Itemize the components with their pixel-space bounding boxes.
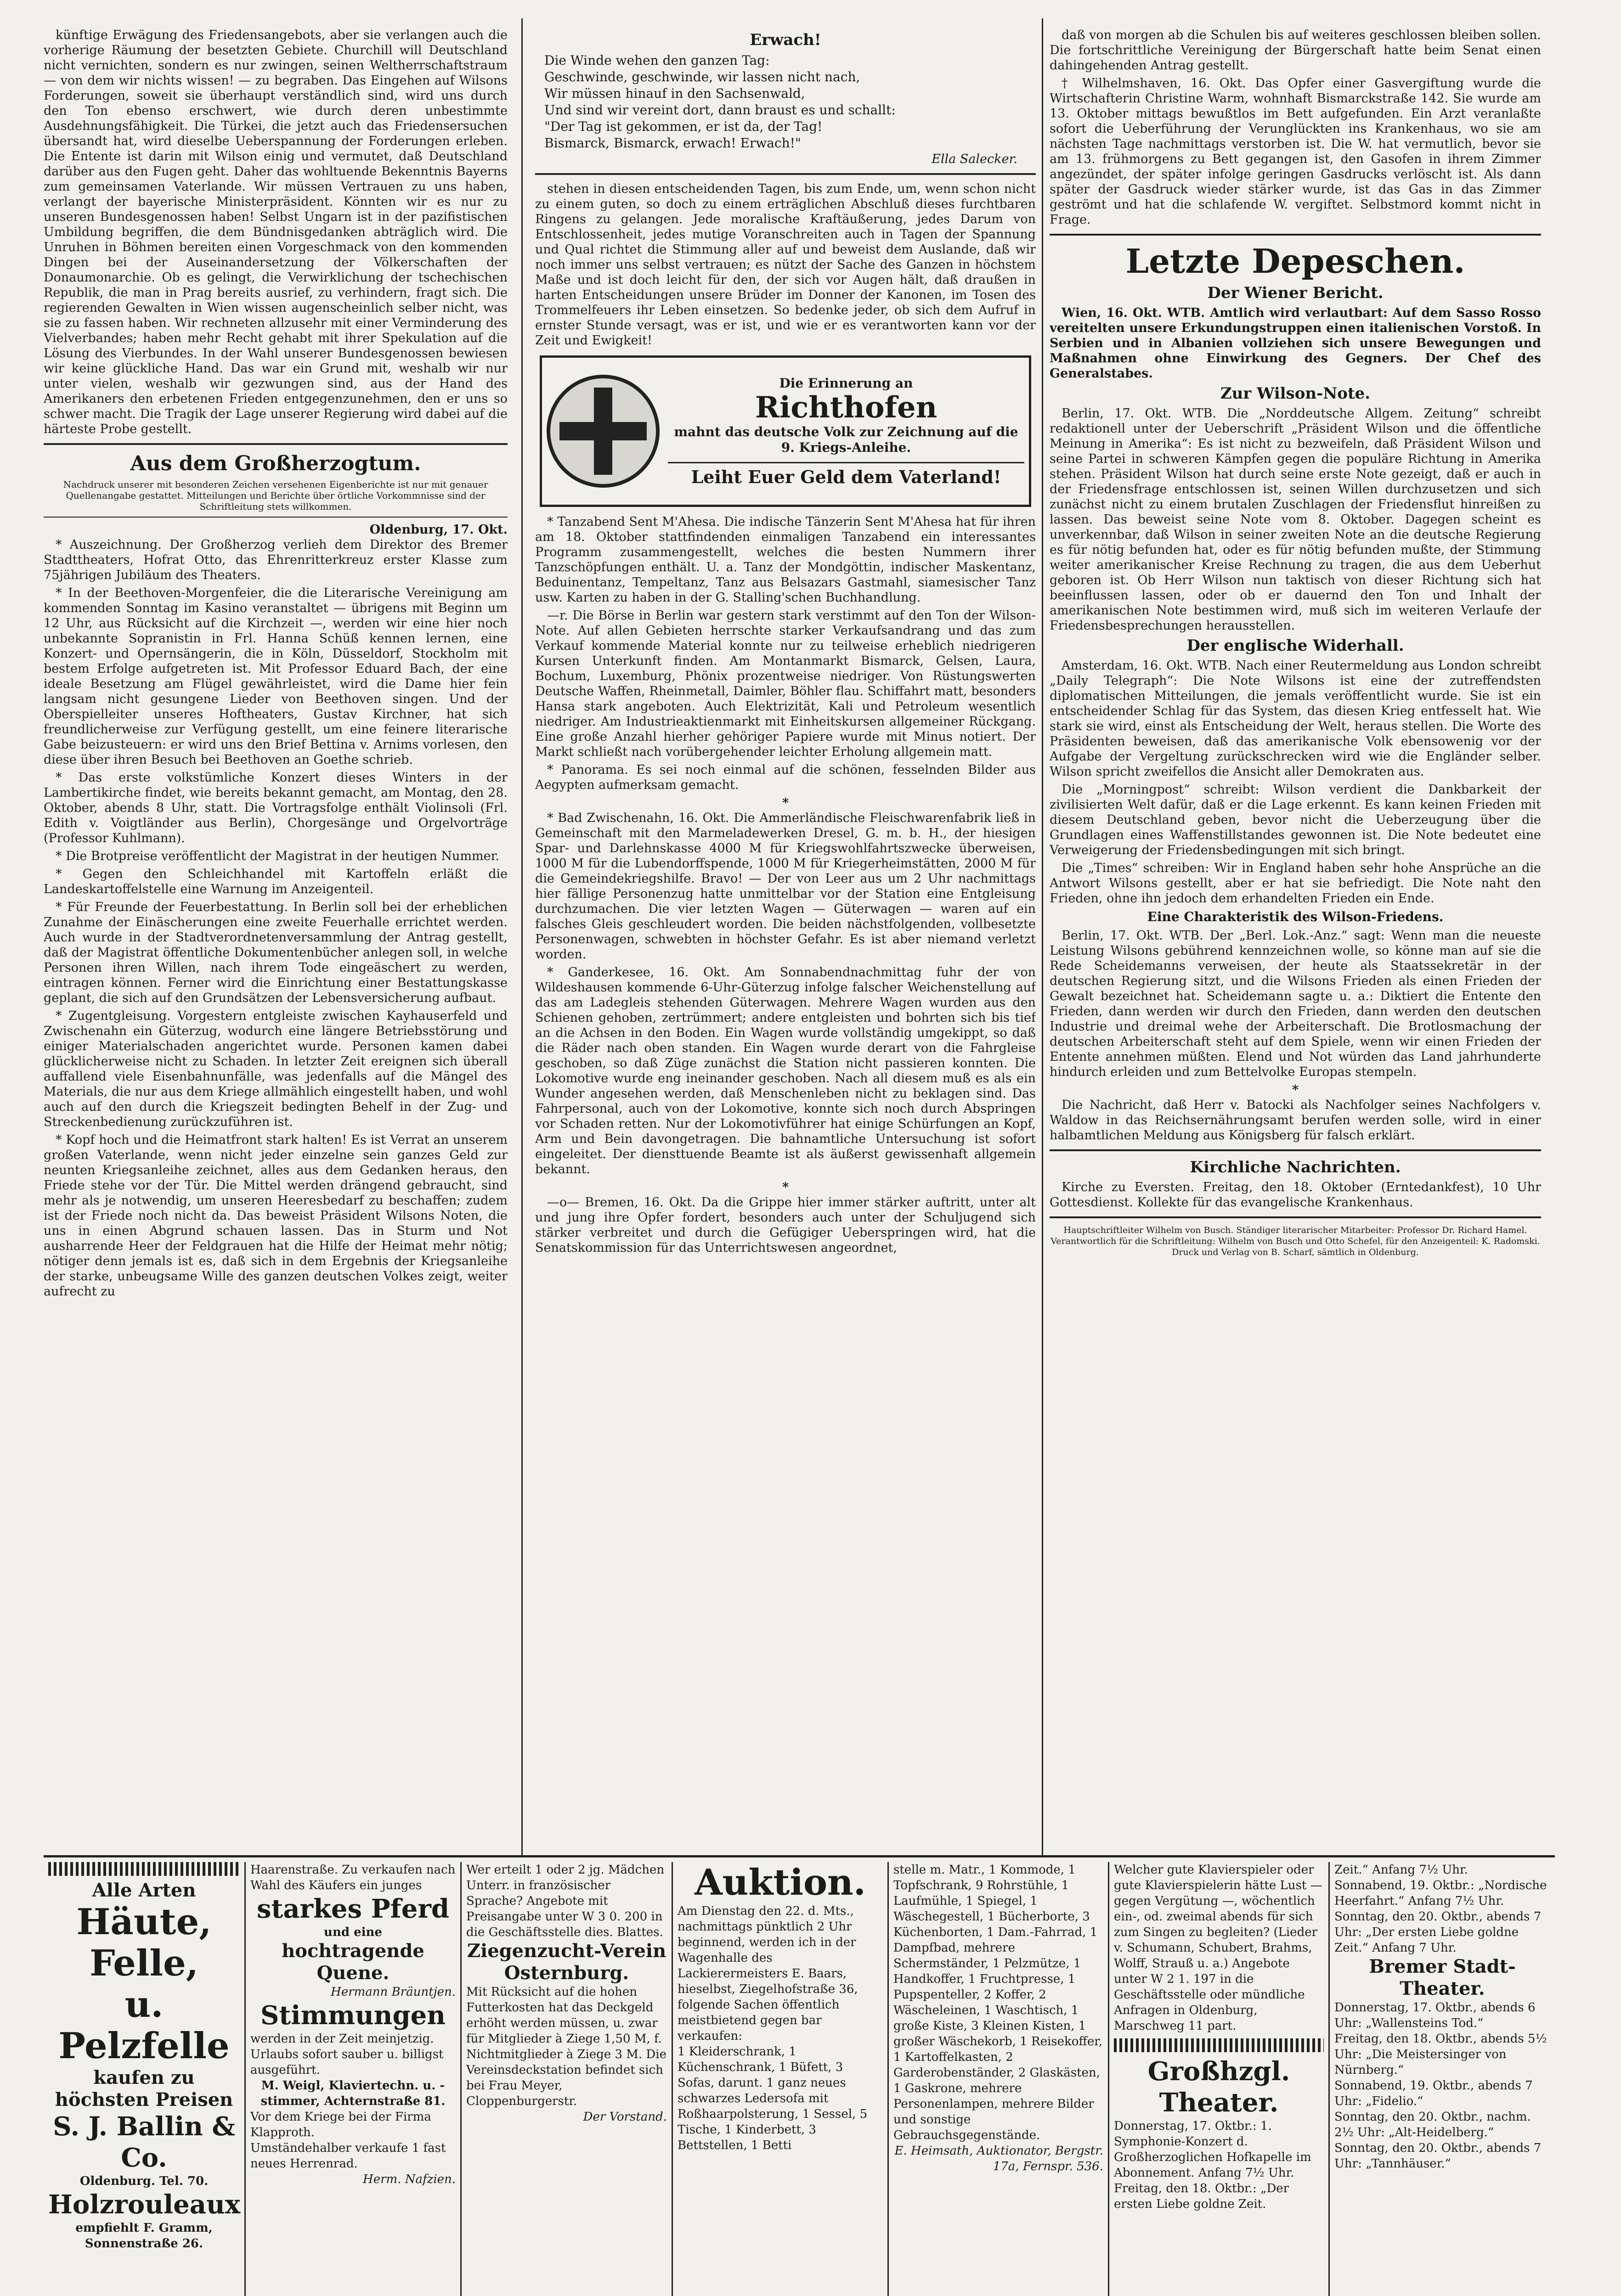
column-rule <box>521 18 523 1855</box>
richthofen-advertisement <box>540 355 1031 507</box>
divider <box>535 173 1036 175</box>
ad-line: Herm. Nafzien. <box>363 2172 456 2186</box>
article-continuation: daß von morgen ab die Schulen bis auf weiteres geschlossen bleiben sollen. Die fortschrittliche Vereinigung der Bürgerschaft hatte beim Senat einen dahingehenden Antrag gestellt. <box>1050 28 1541 73</box>
ad-line: empfiehlt F. Gramm, Sonnenstraße 26. <box>75 2221 213 2251</box>
ad-line: Zeit.“ Anfang 7½ Uhr. <box>1334 1863 1468 1877</box>
ad-line: werden in der Zeit meinjetzig. Urlaubs sofort sauber u. billigst ausgeführt. <box>250 2032 444 2077</box>
news-item: * Für Freunde der Feuerbestattung. In Berlin soll bei der erheblichen Zunahme der Einäscherungen eine zweite Feuerhalle errichtet werden. Auch wurde in der Stadtverordnetenversammlung der Antrag gestellt, daß der Magistrat öffentliche Dokumentenbücher anlegen soll, in welche Personen ihren Willen, nach ihrem Tode eingeäschert zu werden, eintragen können. Ferner wird die Einrichtung einer Bestattungskasse geplant, die sich auf den Grundsätzen der Lebensversicherung aufbaut. <box>44 900 508 1005</box>
ad-line: Ziegenzucht-Verein <box>467 1940 666 1962</box>
column-right <box>1050 28 1541 1846</box>
ad-line: Umständehalber verkaufe 1 fast neues Herrenrad. <box>250 2141 446 2171</box>
divider <box>1050 1216 1541 1218</box>
poem-line: Und sind wir vereint dort, dann braust es und schallt: <box>544 102 896 118</box>
ad-line: Großhzgl. Theater. <box>1147 2056 1290 2118</box>
ad-line: Sonntag, den 20. Oktbr., nachm. 2½ Uhr: „Alt-Heidelberg.“ <box>1334 2110 1531 2139</box>
ad-line: Vor dem Kriege bei der Firma Klapproth. <box>250 2110 431 2139</box>
news-item: Die „Morningpost“ schreibt: Wilson verdient die Dankbarkeit der zivilisierten Welt dafür, daß er die Lage erkennt. Es kann keinen Frieden mit diesem Deutschland geben, bevor nicht die Ueberzeugung über die Grundlagen eines Waffenstillstandes gewonnen ist. Die Note bedeutet eine Verweigerung der Friedensbedingungen mit sich bringt. <box>1050 782 1541 857</box>
news-item: Die Nachricht, daß Herr v. Batocki als Nachfolger seines Nachfolgers v. Waldow in das Reichsernährungsamt berufen werden solle, wird in einer halbamtlichen Meldung aus Königsberg für falsch erklärt. <box>1050 1098 1541 1142</box>
article-continuation: stehen in diesen entscheidenden Tagen, bis zum Ende, um, wenn schon nicht zu einem guten, so doch zu einem erträglichen Abschluß dieses furchtbaren Ringens zu gelangen. Jede moralische Kraftäußerung, jedes Darum von Entschlossenheit, jedes mutige Voranschreiten auch in Tagen der Spannung und Qual richtet die Stimmung aller auf und beweist dem Auslande, daß wir noch immer uns selbst vertrauen; es nützt der Sache des Ganzen in höchstem Maße und ist doch leicht für den, der sich vor Augen hält, daß draußen in harten Entscheidungen unsere Brüder im Donner der Kanonen, im Tosen des Trommelfeuers ihr Leben einsetzen. So bedenke jeder, ob sich dem Aufruf in ernster Stunde versagt, was er ist, und wie er es verantworten kann vor der Zeit und Ewigkeit! <box>535 182 1036 348</box>
divider <box>44 443 508 445</box>
ad-line: hochtragende Quene. <box>282 1940 424 1984</box>
news-item: * Das erste volkstümliche Konzert dieses Winters in der Lambertikirche findet, wie bereits bekannt gemacht, am Montag, den 28. Oktober, abends 8 Uhr, statt. Die Vortragsfolge enthält Violinsoli (Frl. Edith v. Voigtländer aus Berlin), Chorgesänge und Orgelvorträge (Professor Kuhlmann). <box>44 771 508 845</box>
poem-line: "Der Tag ist gekommen, er ist da, der Tag! <box>544 119 823 134</box>
news-item: Berlin, 17. Okt. WTB. Der „Berl. Lok.-Anz.“ sagt: Wenn man die neueste Leistung Wilsons gebührend kennzeichnen wolle, so könne man auf sie die Rede Scheidemanns verweisen, der heute als Staatssekretär in der deutschen Regierung sitzt, und die Wilsons Frieden als einen Frieden der Gewalt bezeichnet hat. Scheidemann sagte u. a.: Diktiert die Entente den Frieden, dann werden wir durch den Frieden, dann werden den deutschen Industrie und dreimal wehe der Arbeiterschaft. Die Brotlosmachung der deutschen Arbeiterschaft steht auf dem Spiele, wenn wir einen Frieden der Entente annehmen müßten. Elend und Not würden das Land jahrhunderte hindurch erleiden und zum Bettelvolke Europas stempeln. <box>1050 929 1541 1079</box>
poem-line: Bismarck, Bismarck, erwach! Erwach!" <box>544 135 801 151</box>
ad-line: Freitag, den 18. Oktbr.: „Der ersten Liebe goldne Zeit. <box>1114 2182 1289 2211</box>
ad-line: Sonntag, den 20. Oktbr., abends 7 Uhr: „Tannhäuser.“ <box>1334 2141 1542 2171</box>
ad-line: u. Pelzfelle <box>58 1984 230 2067</box>
ad-line: starkes Pferd <box>256 1894 450 1924</box>
ad-goat-breeding <box>462 1862 673 2296</box>
advertisement-band <box>44 1855 1555 2296</box>
news-item: * Zugentgleisung. Vorgestern entgleiste zwischen Kayhauserfeld und Zwischenahn ein Güterzug, wodurch eine längere Betriebsstörung und einiger Materialschaden angerichtet wurde. Personen kamen dabei glücklicherweise nicht zu Schaden. In letzter Zeit ereignen sich überall auffallend viele Eisenbahnunfälle, was jedenfalls auf die Mängel des Materials, die nur aus dem Kriege allmählich eingestellt haben, und wohl auch auf den durch die Kriegszeit bedingten Behelf in der Zug- und Streckenbedienung zurückzuführen ist. <box>44 1009 508 1129</box>
news-item: —o— Bremen, 16. Okt. Da die Grippe hier immer stärker auftritt, unter alt und jung ihre Opfer fordert, besonders auch unter der Schuljugend sich stärker verbreitet und durch die Gefügiger Ueberspringen wird, hat die Senatskommission für das Unterrichtswesen angeordnet, <box>535 1195 1036 1255</box>
separator-star: * <box>1292 1083 1299 1097</box>
column-middle <box>535 28 1036 1846</box>
ad-line: Wer erteilt 1 oder 2 jg. Mädchen Unterr. in französischer Sprache? Angebote mit Preisangabe unter W 3 0. 200 in die Geschäftsstelle dies. Blattes. <box>466 1863 665 1939</box>
poem-title: Erwach! <box>750 31 821 49</box>
subheading: Eine Charakteristik des Wilson-Friedens. <box>1147 909 1444 924</box>
separator-star: * <box>782 796 789 810</box>
ad-line: Sonnabend, 19. Oktbr.: „Nordische Heerfahrt.“ Anfang 7½ Uhr. <box>1334 1879 1547 1908</box>
ad-line: Holzrouleaux <box>48 2189 241 2220</box>
news-item: * In der Beethoven-Morgenfeier, die die Literarische Vereinigung am kommenden Sonntag im Kasino veranstaltet — übrigens mit Beginn um 12 Uhr, aus Rücksicht auf die Kirchzeit —, werden wir eine hier noch unbekannte Sopranistin in Frl. Hanna Schüß kennen lernen, eine Konzert- und Opernsängerin, die in Köln, Düsseldorf, Stockholm mit bestem Erfolge aufgetreten ist. Mit Professor Eduard Bach, der eine ideale Besetzung am Flügel gewährleistet, wird die Dame hier fein langsam nicht gesungene Lieder von Beethoven singen. Und der Oberspielleiter unseres Hoftheaters, Gustav Kirchner, hat sich freundlicherweise zur Verfügung gestellt, um eine feinere literarische Gabe beizusteuern: er wird uns den Brief Bettina v. Arnims vorlesen, den diese über ihren Besuch bei Beethoven an Goethe schrieb. <box>44 586 508 767</box>
ad-line: Häute, Felle, <box>76 1901 212 1984</box>
dateline: Oldenburg, 17. Okt. <box>369 523 508 537</box>
divider <box>1050 234 1541 236</box>
ad-top-line: Die Erinnerung an <box>779 375 913 391</box>
news-item: * Kopf hoch und die Heimatfront stark halten! Es ist Verrat an unserem großen Vaterlande, wenn nicht jeder einzelne sein ganzes Geld zur neunten Kriegsanleihe zeichnet, alles aus dem Gedanken heraus, den Friede stehe vor der Tür. Die Mittel werden drängend gebraucht, sind mehr als je notwendig, um unseren Heeresbedarf zu beschaffen; zudem ist der Friede noch nicht da. Das beweist Präsident Wilsons Noten, die uns in einen Abgrund schauen lassen. Das in Sturm und Not ausharrende Heer der Feldgrauen hat die Hilfe der Heimat mehr nötig; nötiger denn jemals ist es, daß sich in dem Ergebnis der Kriegsanleihe der starke, unbeugsame Wille des ganzen deutschen Volkes zeigt, weiter aufrecht zu <box>44 1133 508 1299</box>
ad-auction <box>673 1862 889 2296</box>
subheading: Der englische Widerhall. <box>1186 636 1404 655</box>
ad-piano-and-theater <box>1109 1862 1330 2296</box>
iron-cross-emblem <box>547 375 660 488</box>
ad-line: stelle m. Matr., 1 Kommode, 1 Topfschrank, 9 Rohrstühle, 1 Laufmühle, 1 Spiegel, 1 Wäschegestell, 1 Bücherborte, 3 Küchenborten, 1 Dam.-Fahrrad, 1 Dampfbad, mehrere Schermständer, 1 Pelzmütze, 1 Handkoffer, 1 Fruchtpresse, 1 Pupspenteller, 2 Koffer, 2 Wäscheleinen, 1 Waschtisch, 1 große Kiste, 3 Kleinen Kisten, 1 großer Wäschekorb, 1 Reisekoffer, 1 Kartoffelkasten, 2 Garderobenständer, 2 Glaskästen, 1 Gaskrone, mehrere Personenlampen, mehrere Bilder und sonstige Gebrauchsgegenstände. <box>893 1863 1103 2142</box>
ad-slogan: Leiht Euer Geld dem Vaterland! <box>668 462 1024 487</box>
ad-line: Oldenburg. Tel. 70. <box>79 2174 209 2188</box>
ad-subline: mahnt das deutsche Volk zur Zeichnung auf die 9. Kriegs-Anleihe. <box>674 424 1018 455</box>
news-item: * Panorama. Es sei noch einmal auf die schönen, fesselnden Bilder aus Aegypten aufmerksam gemacht. <box>535 763 1036 792</box>
news-item: * Die Brotpreise veröffentlicht der Magistrat in der heutigen Nummer. <box>56 849 500 863</box>
poem-line: Wir müssen hinauf in den Sachsenwald, <box>544 86 805 101</box>
section-title: Letzte Depeschen. <box>1125 242 1465 281</box>
news-item: * Auszeichnung. Der Großherzog verlieh dem Direktor des Bremer Stadttheaters, Hofrat Otto, das Ehrenritterkreuz erster Klasse zum 75jährigen Jubiläum des Theaters. <box>44 538 508 582</box>
ad-horse-and-tuning <box>246 1862 462 2296</box>
ad-line: M. Weigl, Klaviertechn. u. -stimmer, Achternstraße 81. <box>260 2079 446 2108</box>
imprint: Hauptschriftleiter Wilhelm von Busch. Ständiger literarischer Mitarbeiter: Professor Dr. Richard Hamel. Verantwortlich für die Schriftleitung: Wilhelm von Busch und Otto Schefel, für den Anzeigenteil: K. Radomski. Druck und Verlag von B. Scharf, sämtlich in Oldenburg. <box>1051 1225 1540 1257</box>
ad-line: Donnerstag, 17. Oktbr.: 1. Symphonie-Konzert d. Großherzoglichen Hofkapelle im Abonnement. Anfang 7½ Uhr. <box>1114 2119 1311 2180</box>
section-title: Kirchliche Nachrichten. <box>1190 1158 1401 1176</box>
ad-pelts <box>44 1862 246 2296</box>
ad-line: Sonntag, den 20. Oktbr., abends 7 Uhr: „Der ersten Liebe goldne Zeit.“ Anfang 7 Uhr. <box>1334 1910 1542 1955</box>
ad-line: Osternburg. <box>504 1962 629 1984</box>
column-left <box>44 28 508 1846</box>
ad-line: 1 Kleiderschrank, 1 Küchenschrank, 1 Büfett, 3 Sofas, darunt. 1 ganz neues schwarzes Ledersofa mit Roßhaarpolsterung, 1 Sessel, 5 Tische, 1 Kinderbett, 3 Bettstellen, 1 Betti <box>678 2045 868 2152</box>
ad-line: Welcher gute Klavierspieler oder gute Klavierspielerin hätte Lust — gegen Vergütung —, wöchentlich ein-, od. zweimal abends für sich zum Singen zu begleiten? (Lieder v. Schumann, Schubert, Brahms, Wolff, Strauß u. a.) Angebote unter W 2 1. 197 in die Geschäftsstelle oder mündliche Anfragen in Oldenburg, Marschweg 11 part. <box>1114 1863 1322 2033</box>
ad-line: Alle Arten <box>92 1880 196 1901</box>
richthofen-ad-text <box>668 376 1024 487</box>
ad-auction-continued <box>889 1862 1109 2296</box>
poem <box>544 52 1027 152</box>
news-item: Berlin, 17. Okt. WTB. Die „Norddeutsche Allgem. Zeitung“ schreibt redaktionell unter der Ueberschrift „Präsident Wilson und die öffentliche Meinung in Amerika“: Es ist nicht zu bezweifeln, daß Präsident Wilson und seine Partei in schweren Kämpfen gegen die populäre Richtung in Amerika stehen. Präsident Wilson hat durch seine erste Note gezeigt, daß er auch in der Friedensfrage entschlossen ist, seinen Willen durchzusetzen und sich zunächst nicht zu einem brutalen Zuschlagen der Friedensflut hinreißen zu lassen. Das beweist seine Note vom 8. Oktober. Dagegen scheint es unverkennbar, daß Wilson in seiner zweiten Note an die deutsche Regierung es für nötig befunden hat, oder es für nötig befunden mußte, der Stimmung weiter amerikanischer Kreise Rechnung zu tragen, die aus dem Ueberhut geboren ist. Ob Herr Wilson nun taktisch von dieser Richtung sich hat beeinflussen lassen, oder ob er dauernd den Ton und Inhalt der amerikanischen Note bestimmen wird, muß sich im weiteren Verlaufe der Friedensbesprechungen herausstellen. <box>1050 406 1541 633</box>
ad-line: Bremer Stadt-Theater. <box>1369 1956 1516 1999</box>
news-item: —r. Die Börse in Berlin war gestern stark verstimmt auf den Ton der Wilson-Note. Auf allen Gebieten herrschte starker Verkaufsandrang und das zum Verkauf kommende Material konnte nur zu teilweise erheblich niedrigeren Kursen Unterkunft finden. Am Montanmarkt Bismarck, Gelsen, Laura, Bochum, Luxemburg, Phönix prozentweise niedriger. Von Rüstungswerten Deutsche Waffen, Rheinmetall, Daimler, Böhler flau. Schiffahrt matt, besonders Hansa stark angeboten. Auch Elektrizität, Kali und Petroleum wesentlich niedriger. Am Industrieaktienmarkt mit Einheitskursen allgemeiner Rückgang. Eine große Anzahl hierher gehöriger Papiere wurde mit Minus notiert. Der Markt schließt nach vorübergehender leichter Erholung allgemein matt. <box>535 608 1036 759</box>
ad-line: und eine <box>324 1925 382 1939</box>
ad-line: Haarenstraße. Zu verkaufen nach Wahl des Käufers ein junges <box>250 1863 456 1892</box>
news-item: † Wilhelmshaven, 16. Okt. Das Opfer einer Gasvergiftung wurde die Wirtschafterin Christine Warm, wohnhaft Bismarckstraße 142. Sie wurde am 13. Oktober mittags bewußtlos im Bett aufgefunden. Ein Arzt veranlaßte sofort die Ueberführung der Verunglückten ins Krankenhaus, wo sie am nächsten Tage nachmittags verstorben ist. Die W. hat vermutlich, bevor sie am 13. frühmorgens zu Bett gegangen ist, den Gasofen in ihrem Zimmer angezündet, der später infolge geringen Gasdrucks verlöscht ist. Als dann später der Gasdruck wieder stärker wurde, ist das Gas in das Zimmer geströmt und hat die schlafende W. vergiftet. Selbstmord kommt nicht in Frage. <box>1050 76 1541 227</box>
ad-bremen-theater <box>1330 1862 1555 2296</box>
column-rule <box>1042 18 1043 1855</box>
news-item: Amsterdam, 16. Okt. WTB. Nach einer Reutermeldung aus London schreibt „Daily Telegraph“: Die Note Wilsons ist eine der zutreffendsten diplomatischen Mitteilungen, die jemals veröffentlicht wurde. Sie ist ein entscheidender Schlag für das System, das diesen Krieg entfesselt hat. Wie stark sie wird, einst als Entscheidung der Welt, heraus stellen. Die Worte des Präsidenten beweisen, daß das amerikanische Volk ebensowenig vor der Aufgabe der Vergeltung zurückschrecken wird wie die Engländer selber. Wilson spricht zweifellos die Ansicht aller Demokraten aus. <box>1050 658 1541 779</box>
ad-line: Stimmungen <box>260 2000 446 2031</box>
ad-line: Donnerstag, 17. Oktbr., abends 6 Uhr: „Wallensteins Tod.“ <box>1334 2001 1536 2030</box>
news-item: Die „Times“ schreiben: Wir in England haben sehr hohe Ansprüche an die Antwort Wilsons gestellt, aber er hat sie befriedigt. Die Note naht den Frieden, ohne ihn jedoch dem erhandelten Frieden ein Ende. <box>1050 861 1541 906</box>
separator-star: * <box>782 1180 789 1194</box>
article-continuation: künftige Erwägung des Friedensangebots, aber sie verlangen auch die vorherige Räumung der besetzten Gebiete. Churchill will Deutschland nicht vernichten, sondern es nur zwingen, seinen Weltherrschaftstraum — von dem wir nichts wissen! — zu begraben. Das Eingehen auf Wilsons Forderungen, soweit sie überhaupt verständlich sind, wird uns durch den Ton ebenso erschwert, wie durch deren unbestimmte Ausdehnungsfähigkeit. Die Türkei, die jetzt auch das Friedensersuchen übersandt hat, wird dieselbe Ueberspannung der Forderungen erleben. Die Entente ist darin mit Wilson einig und vermutet, daß Deutschland darüber aus den Fugen geht. Daher das wohltuende Bekenntnis Bayerns zum gemeinsamen Vaterlande. Wir müssen Vertrauen zu uns haben, verlangt der bayerische Ministerpräsident. Könnten wir es nur zu unseren Bundesgenossen haben! Selbst Ungarn ist in der pazifistischen Umbildung begriffen, die dem Bündnisgedanken abträglich wird. Die Unruhen in Böhmen bereiten einen Vorgeschmack von den kommenden Dingen bei der Auseinandersetzung der Völkerschaften der Donaumonarchie. Ob es gelingt, die Verwirklichung der tschechischen Republik, die man in Prag bereits ausrief, zu verhindern, fragt sich. Die regierenden Gewalten in Wien wissen augenscheinlich selber nicht, was sie zu fassen haben. Wir rechneten allzusehr mit einer Verminderung des Vielverbandes; haben mehr Recht gehabt mit ihrer Spekulation auf die Lösung des Vierbundes. In der Wahl unserer Bundesgenossen bewiesen wir keine glückliche Hand. Das war ein Grund mit, weshalb wir nur unter vielen, weshalb wir gezwungen sind, aus der Hand des Amerikaners den erbetenen Frieden entgegenzunehmen, den er uns so schwer macht. Die Tragik der Lage unserer Regierung wird dabei auf die härteste Probe gestellt. <box>44 28 508 436</box>
news-item: Kirche zu Eversten. Freitag, den 18. Oktober (Erntedankfest), 10 Uhr Gottesdienst. Kollekte für das evangelische Krankenhaus. <box>1050 1180 1541 1210</box>
ad-line: Hermann Bräuntjen. <box>331 1985 456 1999</box>
ad-line: Der Vorstand. <box>583 2110 667 2124</box>
poem-line: Geschwinde, geschwinde, wir lassen nicht nach, <box>544 69 860 84</box>
ad-line: E. Heimsath, Auktionator, Bergstr. 17a, Fernspr. 536. <box>894 2144 1103 2173</box>
ad-headline: Richthofen <box>755 390 938 425</box>
news-item: * Ganderkesee, 16. Okt. Am Sonnabendnachmittag fuhr der von Wildeshausen kommende 6-Uhr-Güterzug infolge falscher Weichenstellung auf das am Ladegleis stehenden Güterwagen. Mehrere Wagen wurden aus den Schienen gehoben, zertrümmert; andere entgleisten und bohrten sich bis tief an die Achsen in den Boden. Ein Wagen wurde vollständig umgekippt, so daß die Räder nach oben standen. Ein Wagen wurde derart von die Fahrgleise geschoben, so daß Züge zunächst die Station nicht passieren konnten. Die Lokomotive wurde eng ineinander geschoben. Nach all diesem muß es als ein Wunder angesehen werden, daß Menschenleben nicht zu beklagen sind. Das Fahrpersonal, auch von der Lokomotive, konnte sich noch durch Abspringen vor Schaden retten. Nur der Lokomotivführer hat einige Schürfungen an Kopf, Arm und Bein davongetragen. Die bahnamtliche Untersuchung ist sofort eingeleitet. Der diensttuende Beamte ist als äußerst gewissenhaft allgemein bekannt. <box>535 965 1036 1176</box>
ad-line: Mit Rücksicht auf die hohen Futterkosten hat das Deckgeld erhöht werden müssen, u. zwar für Mitglieder à Ziege 1,50 M, f. Nichtmitglieder à Ziege 3 M. Die Vereinsdeckstation befindet sich bei Frau Meyer, Cloppenburgerstr. <box>466 1985 666 2108</box>
news-item: * Tanzabend Sent M'Ahesa. Die indische Tänzerin Sent M'Ahesa hat für ihren am 18. Oktober stattfindenden einmaligen Tanzabend ein interessantes Programm zusammengestellt, welches die besten Nummern ihrer Tanzschöpfungen enthält. U. a. Tanz der Mondgöttin, indischer Maskentanz, Beduinentanz, Tempeltanz, Tanz aus Belsazars Gastmahl, siamesischer Tanz usw. Karten zu haben in der G. Stalling'schen Buchhandlung. <box>535 515 1036 605</box>
news-item: * Gegen den Schleichhandel mit Kartoffeln erläßt die Landeskartoffelstelle eine Warnung im Anzeigenteil. <box>44 867 508 896</box>
section-note: Nachdruck unserer mit besonderen Zeichen versehenen Eigenberichte ist nur mit genauer Quellenangabe gestattet. Mitteilungen und Berichte über örtliche Vorkommnisse sind der Schriftleitung stets willkommen. <box>63 479 488 512</box>
divider <box>44 517 508 518</box>
ad-line: Auktion. <box>695 1862 866 1903</box>
poem-author: Ella Salecker. <box>932 152 1017 166</box>
divider <box>1050 1149 1541 1151</box>
news-item: * Bad Zwischenahn, 16. Okt. Die Ammerländische Fleischwarenfabrik ließ in Gemeinschaft mit den Marmeladewerken Dresel, G. m. b. H., der hiesigen Spar- und Darlehnskasse 4000 M für Kriegswohlfahrtszwecke überweisen, 1000 M für die Lubendorffspende, 1000 M für Kriegerheimstätten, 2000 M für die Gemeindekriegshilfe. Bravo! — Der von Leer aus um 2 Uhr nachmittags hier fällige Personenzug hatte unmittelbar vor der Station eine Entgleisung durchzumachen. Die vier letzten Wagen — Güterwagen — waren auf ein falsches Gleis geschleudert worden. Die beiden nächstfolgenden, vollbesetzte Personenwagen, schwebten in höchster Gefahr. Es ist aber niemand verletzt worden. <box>535 811 1036 962</box>
ad-line: Freitag, den 18. Oktbr., abends 5½ Uhr: „Die Meistersinger von Nürnberg.“ <box>1334 2032 1547 2077</box>
ad-line: kaufen zu höchsten Preisen <box>55 2067 233 2110</box>
ad-line: Sonnabend, 19. Oktbr., abends 7 Uhr: „Fidelio.“ <box>1334 2079 1533 2108</box>
news-item: Wien, 16. Okt. WTB. Amtlich wird verlautbart: Auf dem Sasso Rosso vereitelten unsere Erkundungstruppen einen italienischen Vorstoß. In Serbien und in Albanien vollziehen sich unsere Bewegungen und Maßnahmen ohne Einwirkung des Gegners. Der Chef des Generalstabes. <box>1050 306 1541 381</box>
section-title: Aus dem Großherzogtum. <box>130 452 421 475</box>
subheading: Zur Wilson-Note. <box>1220 384 1371 403</box>
poem-line: Die Winde wehen den ganzen Tag: <box>544 53 770 68</box>
subheading: Der Wiener Bericht. <box>1207 284 1384 302</box>
ad-line: S. J. Ballin & Co. <box>53 2111 235 2173</box>
ad-line: Am Dienstag den 22. d. Mts., nachmittags pünktlich 2 Uhr beginnend, werden ich in der Wagenhalle des Lackierermeisters E. Baars, hieselbst, Ziegelhofstraße 36, folgende Sachen öffentlich meistbietend gegen bar verkaufen: <box>678 1904 858 2043</box>
